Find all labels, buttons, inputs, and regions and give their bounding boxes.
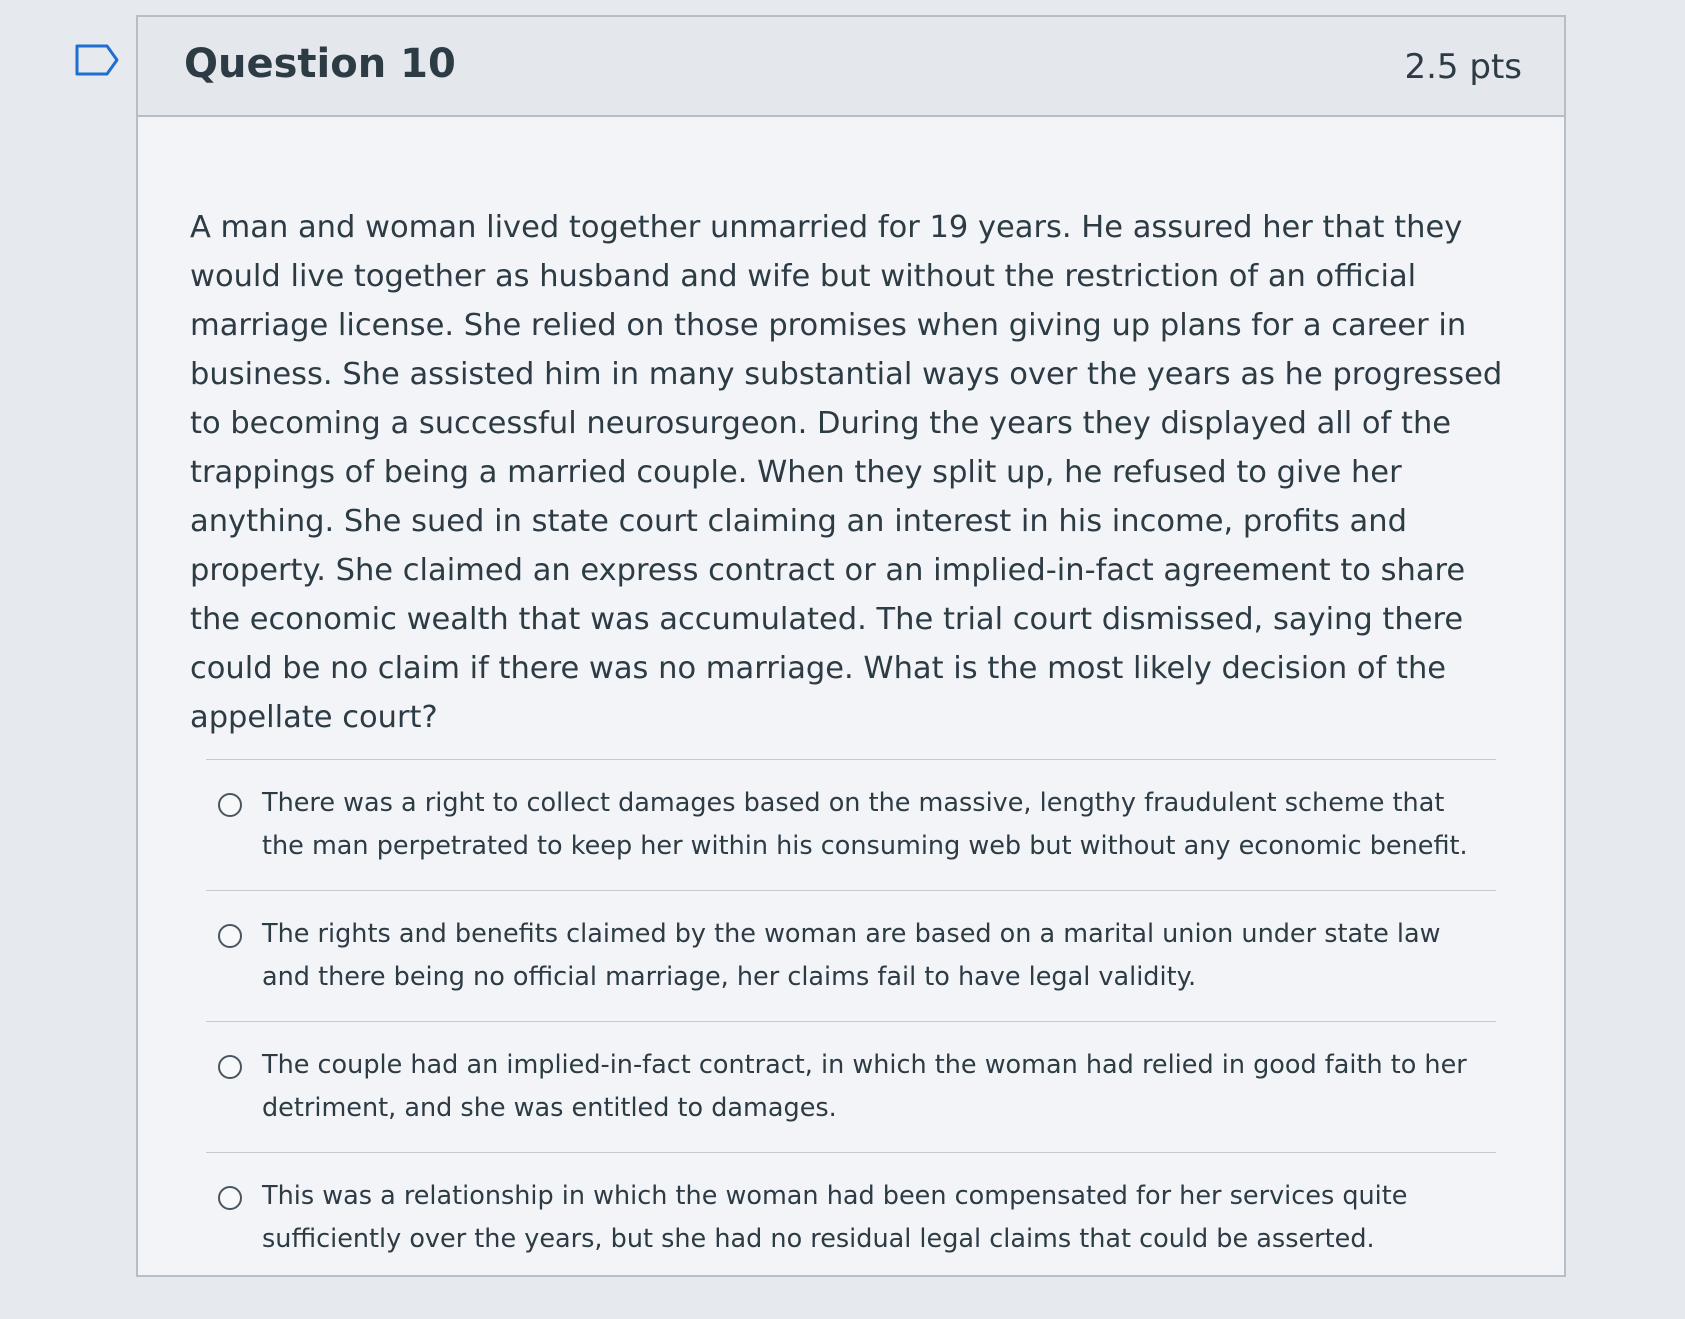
radio-button[interactable] (218, 793, 242, 817)
question-card (136, 15, 1566, 1277)
radio-button[interactable] (218, 1055, 242, 1079)
answer-option[interactable] (206, 890, 1496, 1021)
flag-question-icon[interactable] (74, 43, 120, 77)
answer-option[interactable] (206, 1021, 1496, 1152)
question-points: 2.5 pts (1404, 47, 1522, 87)
question-title: Question 10 (184, 41, 456, 87)
answer-list (206, 759, 1496, 1283)
answer-label: The rights and benefits claimed by the woman are based on a marital union under state law and there being no official marriage, her claims fail to have legal validity. (262, 919, 1441, 992)
question-text: A man and woman lived together unmarried for 19 years. He assured her that they would live together as husband and wife but without the restriction of an official marriage license. She relied on those promises when giving up plans for a career in business. She assisted him in many substantial ways over the years as he progressed to becoming a successful neurosurgeon. During the years they displayed all of the trappings of being a married couple. When they split up, he refused to give her anything. She sued in state court claiming an interest in his income, profits and property. She claimed an express contract or an implied-in-fact agreement to share the economic wealth that was accumulated. The trial court dismissed, saying there could be no claim if there was no marriage. What is the most likely decision of the appellate court? (190, 210, 1503, 735)
answer-option[interactable] (206, 759, 1496, 890)
answer-option[interactable] (206, 1152, 1496, 1283)
answer-label: The couple had an implied-in-fact contract, in which the woman had relied in good faith to her detriment, and she was entitled to damages. (262, 1050, 1467, 1123)
radio-button[interactable] (218, 1186, 242, 1210)
answer-label: This was a relationship in which the woman had been compensated for her services quite sufficiently over the years, but she had no residual legal claims that could be asserted. (262, 1181, 1408, 1254)
answer-label: There was a right to collect damages based on the massive, lengthy fraudulent scheme that the man perpetrated to keep her within his consuming web but without any economic benefit. (262, 788, 1468, 861)
question-header (138, 17, 1564, 117)
radio-button[interactable] (218, 924, 242, 948)
